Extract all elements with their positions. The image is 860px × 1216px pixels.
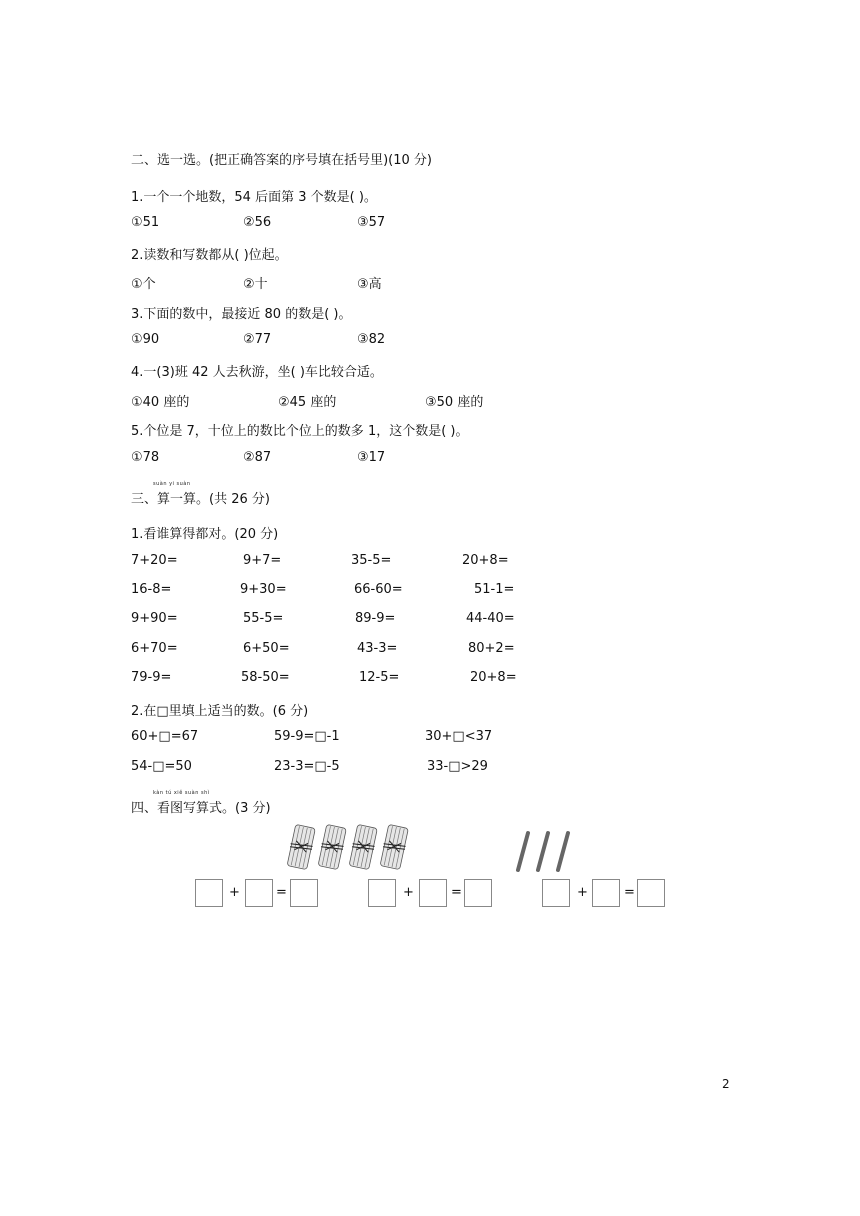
q5-option-3: ③17 <box>357 450 386 465</box>
answer-box[interactable] <box>542 879 570 907</box>
calc-cell: 6+70= <box>131 641 178 656</box>
calc-cell: 79-9= <box>131 670 172 685</box>
q5-option-2: ②87 <box>243 450 272 465</box>
plus-sign: + <box>403 885 414 900</box>
q1-option-3: ③57 <box>357 215 386 230</box>
equals-sign: = <box>624 885 635 900</box>
stick-bundles-image <box>285 822 413 872</box>
calc-cell: 7+20= <box>131 553 178 568</box>
calc-cell: 35-5= <box>351 553 392 568</box>
q1-option-1: ①51 <box>131 215 160 230</box>
answer-box[interactable] <box>368 879 396 907</box>
question-5: 5.个位是 7，十位上的数比个位上的数多 1，这个数是( )。 <box>131 424 469 439</box>
calc-cell: 20+8= <box>462 553 509 568</box>
stick-icon <box>558 833 568 870</box>
calc-cell: 66-60= <box>354 582 403 597</box>
fill-cell: 23-3=□-5 <box>274 759 340 774</box>
q2-option-2: ②十 <box>243 277 268 292</box>
answer-box[interactable] <box>245 879 273 907</box>
stick-icon <box>538 833 548 870</box>
q3-option-2: ②77 <box>243 332 272 347</box>
fill-cell: 60+□=67 <box>131 729 199 744</box>
question-2: 2.读数和写数都从( )位起。 <box>131 248 288 263</box>
bundle-icon <box>379 824 409 870</box>
q3-option-1: ①90 <box>131 332 160 347</box>
q2-option-3: ③高 <box>357 277 382 292</box>
calc-cell: 55-5= <box>243 611 284 626</box>
section4-pinyin: kàn tú xiě suàn shì <box>153 790 210 796</box>
q4-option-2: ②45 座的 <box>278 395 337 410</box>
part2-title: 2.在□里填上适当的数。(6 分) <box>131 704 309 719</box>
calc-cell: 16-8= <box>131 582 172 597</box>
calc-cell: 89-9= <box>355 611 396 626</box>
fill-cell: 54-□=50 <box>131 759 192 774</box>
answer-box[interactable] <box>195 879 223 907</box>
calc-cell: 20+8= <box>470 670 517 685</box>
section4-title: 四、看图写算式。(3 分) <box>131 801 271 816</box>
bundle-icon <box>286 824 316 870</box>
calc-cell: 9+30= <box>240 582 287 597</box>
fill-cell: 59-9=□-1 <box>274 729 340 744</box>
answer-box[interactable] <box>592 879 620 907</box>
calc-cell: 9+7= <box>243 553 282 568</box>
calc-cell: 58-50= <box>241 670 290 685</box>
part1-title: 1.看谁算得都对。(20 分) <box>131 527 279 542</box>
stick-icon <box>518 833 528 870</box>
single-sticks-image <box>512 830 578 872</box>
section2-title: 二、选一选。(把正确答案的序号填在括号里)(10 分) <box>131 153 432 168</box>
q5-option-1: ①78 <box>131 450 160 465</box>
plus-sign: + <box>577 885 588 900</box>
answer-box[interactable] <box>290 879 318 907</box>
answer-box[interactable] <box>419 879 447 907</box>
answer-box[interactable] <box>464 879 492 907</box>
calc-cell: 51-1= <box>474 582 515 597</box>
section3-pinyin: suàn yi suàn <box>153 481 191 487</box>
page-number: 2 <box>722 1077 730 1091</box>
calc-cell: 43-3= <box>357 641 398 656</box>
q1-option-2: ②56 <box>243 215 272 230</box>
fill-cell: 30+□<37 <box>425 729 493 744</box>
calc-cell: 44-40= <box>466 611 515 626</box>
question-1: 1.一个一个地数，54 后面第 3 个数是( )。 <box>131 190 377 205</box>
fill-cell: 33-□>29 <box>427 759 488 774</box>
bundle-icon <box>317 824 347 870</box>
q4-option-1: ①40 座的 <box>131 395 190 410</box>
question-3: 3.下面的数中，最接近 80 的数是( )。 <box>131 307 352 322</box>
section3-title: 三、算一算。(共 26 分) <box>131 492 270 507</box>
equals-sign: = <box>451 885 462 900</box>
bundle-icon <box>348 824 378 870</box>
q4-option-3: ③50 座的 <box>425 395 484 410</box>
calc-cell: 9+90= <box>131 611 178 626</box>
plus-sign: + <box>229 885 240 900</box>
calc-cell: 6+50= <box>243 641 290 656</box>
calc-cell: 80+2= <box>468 641 515 656</box>
answer-box[interactable] <box>637 879 665 907</box>
q2-option-1: ①个 <box>131 277 156 292</box>
q3-option-3: ③82 <box>357 332 386 347</box>
calc-cell: 12-5= <box>359 670 400 685</box>
question-4: 4.一(3)班 42 人去秋游，坐( )车比较合适。 <box>131 365 383 380</box>
equals-sign: = <box>276 885 287 900</box>
